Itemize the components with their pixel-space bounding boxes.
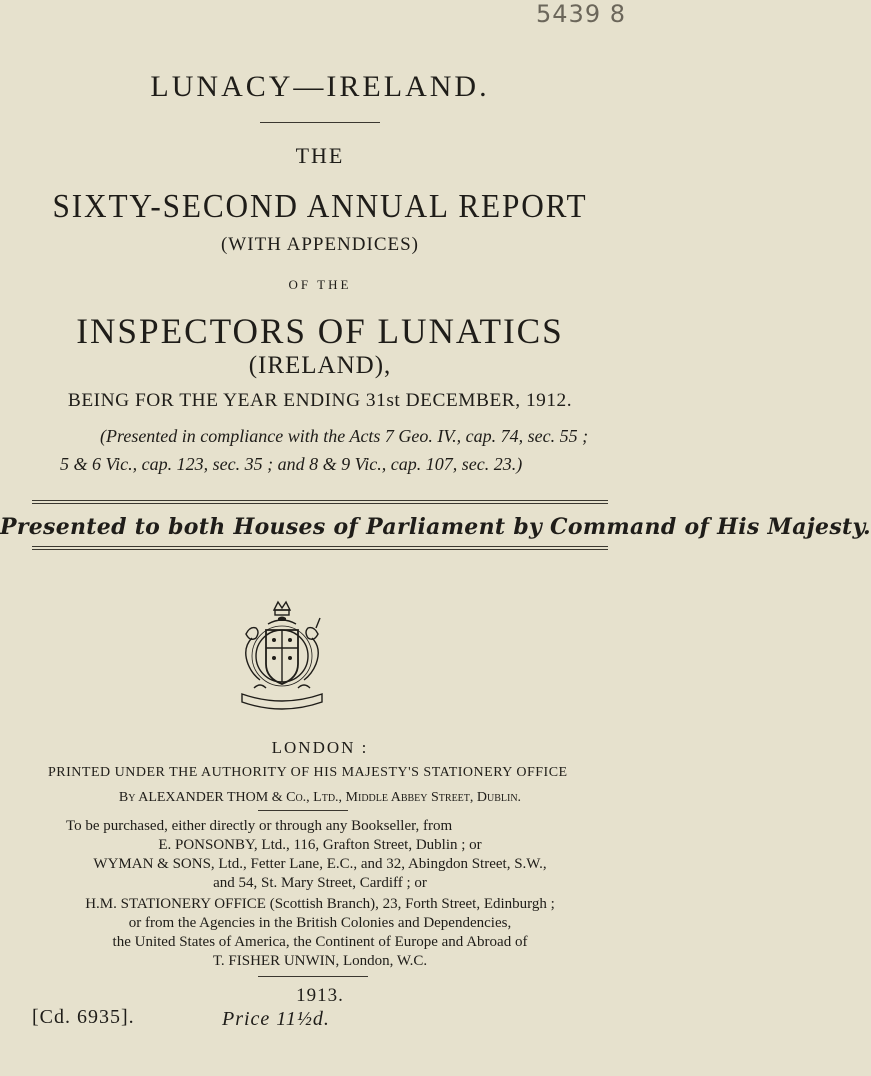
bookseller-abroad: the United States of America, the Continent of Europe and Abroad of [112,934,528,950]
bookseller-agencies: or from the Agencies in the British Colonies and Dependencies, [128,915,512,931]
of-the-label: OF THE [288,277,352,292]
bookseller-edinburgh: H.M. STATIONERY OFFICE (Scottish Branch), 23, Forth Street, Edinburgh ; [85,896,555,912]
presented-acts-line-2: 5 & 6 Vic., cap. 123, sec. 35 ; and 8 & 9 Vic., cap. 107, sec. 23.) [60,454,523,474]
appendices-label: (WITH APPENDICES) [220,234,420,255]
archive-stamp: 5439 8 [536,0,626,28]
bookseller-dublin: E. PONSONBY, Ltd., 116, Grafton Street, Dublin ; or [158,837,482,853]
the-label: THE [295,143,345,168]
bookseller-rule [258,976,368,977]
parliament-line: Presented to both Houses of Parliament by Command of His Majesty. [0,514,871,540]
price-label: Price 11½d. [222,1008,330,1030]
bookseller-cardiff: and 54, St. Mary Street, Cardiff ; or [213,875,427,891]
printer-line: By ALEXANDER THOM & Co., Ltd., Middle Abbey Street, Dublin. [118,790,522,805]
presented-acts-line-1: (Presented in compliance with the Acts 7 Geo. IV., cap. 74, sec. 55 ; [100,426,589,446]
series-title: LUNACY—IRELAND. [150,70,490,103]
ireland-label: (IRELAND), [248,352,392,379]
parliament-rule-top [32,500,608,501]
report-title: SIXTY-SECOND ANNUAL REPORT [52,188,588,225]
bookseller-intro: To be purchased, either directly or through any Bookseller, from [66,818,453,834]
title-rule [260,122,380,123]
bookseller-unwin: T. FISHER UNWIN, London, W.C. [212,953,428,969]
parliament-rule-bottom [32,546,608,547]
imprint-rule [258,810,348,811]
bookseller-london: WYMAN & SONS, Ltd., Fetter Lane, E.C., and 32, Abingdon Street, S.W., [93,856,547,872]
command-number: [Cd. 6935]. [32,1006,135,1028]
year-ending-line: BEING FOR THE YEAR ENDING 31st DECEMBER, 1912. [67,390,573,411]
royal-coat-of-arms-icon [232,598,332,718]
printed-authority-line: PRINTED UNDER THE AUTHORITY OF HIS MAJESTY'S STATIONERY OFFICE [48,765,568,780]
imprint-city: LONDON : [271,738,369,757]
inspectors-title: INSPECTORS OF LUNATICS [76,311,564,351]
publication-year: 1913. [296,985,344,1006]
